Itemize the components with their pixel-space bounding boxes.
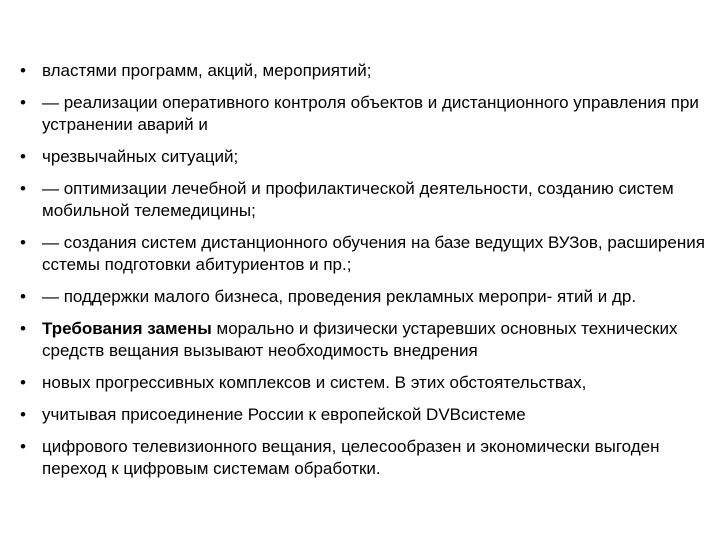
bullet-item — [20, 92, 710, 136]
bullet-marker: • — [20, 405, 26, 424]
bullet-item — [20, 286, 710, 308]
bullet-item — [20, 60, 710, 82]
bullet-item — [20, 318, 710, 362]
bullet-marker: • — [20, 233, 26, 252]
bullet-text-bold: Требования замены — [42, 319, 212, 338]
bullet-marker: • — [20, 437, 26, 456]
bullet-marker: • — [20, 373, 26, 392]
bullet-item — [20, 232, 710, 276]
bullet-text: учитывая присоединение России к европейской DVBсистеме — [42, 405, 526, 424]
bullet-item — [20, 404, 710, 426]
bullet-marker: • — [20, 287, 26, 306]
bullet-marker: • — [20, 147, 26, 166]
bullet-marker: • — [20, 93, 26, 112]
bullet-marker: • — [20, 179, 26, 198]
bullet-text: — поддержки малого бизнеса, проведения рекламных меропри- ятий и др. — [42, 287, 637, 306]
bullet-text: — реализации оперативного контроля объектов и дистанционного управления при устранении аварий и — [42, 93, 699, 134]
bullet-list — [20, 60, 710, 490]
bullet-text: властями программ, акций, мероприятий; — [42, 61, 372, 80]
bullet-text: чрезвычайных ситуаций; — [42, 147, 239, 166]
bullet-text: — оптимизации лечебной и профилактической деятельности, созданию систем мобильной телемедицины; — [42, 179, 674, 220]
bullet-text: новых прогрессивных комплексов и систем. В этих обстоятельствах, — [42, 373, 587, 392]
bullet-item — [20, 436, 710, 480]
bullet-text: — создания систем дистанционного обучения на базе ведущих ВУЗов, расширения сстемы подготовки абитуриентов и пр.; — [42, 233, 705, 274]
bullet-marker: • — [20, 319, 26, 338]
bullet-item — [20, 178, 710, 222]
bullet-item — [20, 146, 710, 168]
bullet-marker: • — [20, 61, 26, 80]
bullet-text: цифрового телевизионного вещания, целесообразен и экономически выгоден переход к цифровым системам обработки. — [42, 437, 660, 478]
bullet-text: морально и физически устаревших основных технических средств вещания вызывают необходимость внедрения — [42, 319, 678, 360]
bullet-item — [20, 372, 710, 394]
